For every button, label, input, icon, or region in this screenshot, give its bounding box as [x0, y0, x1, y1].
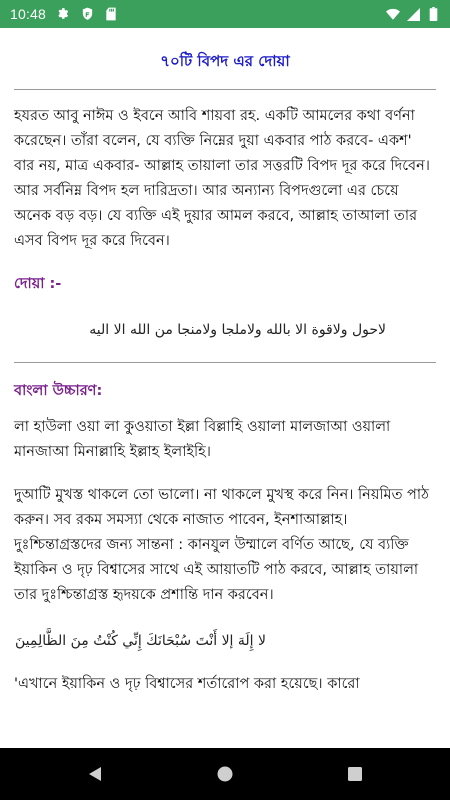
ayah-arabic: لا إِلَهَ إلا أَنْتَ سُبْحَانَكَ إِنِّي كُنْتُ مِنَ الظَّالِمِينَ: [14, 633, 266, 649]
status-right: [386, 7, 440, 21]
recents-icon: [348, 767, 362, 781]
dua-arabic: لاحول ولاقوة الا بالله ولاملجا ولامنجا من الله الا اليه: [89, 322, 386, 338]
shield-icon: [80, 7, 94, 21]
home-icon: [217, 766, 233, 782]
divider: [14, 89, 436, 90]
advice-paragraph: দুআটি মুখস্ত থাকলে তো ভালো। না থাকলে মুখস্থ করে নিন। নিয়মিত পাঠ করুন। সব রকম সমস্যা থেকে নাজাত পাবেন, ইনশাআল্লাহ। দুঃশ্চিন্তাগ্রস্তদের জন্য সান্তনা : কানযুল উম্মালে বর্ণিত আছে, যে ব্যক্তি ইয়াকিন ও দৃঢ় বিশ্বাসের সাথে এই আয়াতটি পাঠ করবে, আল্লাহ তায়ালা তার দুঃশ্চিন্তাগ্রস্ত হৃদয়কে প্রশান্তি দান করবেন।: [14, 487, 429, 603]
pronunciation-heading: বাংলা উচ্চারণ:: [14, 383, 103, 399]
recents-button[interactable]: [290, 748, 420, 800]
battery-icon: [426, 7, 440, 21]
status-time: 10:48: [10, 6, 47, 22]
divider: [14, 362, 436, 363]
home-button[interactable]: [160, 748, 290, 800]
tail-paragraph: 'এখানে ইয়াকিন ও দৃঢ় বিশ্বাসের শর্তারোপ করা হয়েছে। কারো: [14, 676, 360, 692]
dua-heading: দোয়া :-: [14, 276, 62, 292]
page-title: ৭০টি বিপদ এর দোয়া: [160, 52, 290, 70]
back-icon: [87, 766, 103, 782]
gear-icon: [56, 7, 70, 21]
pronunciation-text: লা হাউলা ওয়া লা কুওয়াতা ইল্লা বিল্লাহি ওয়ালা মালজাআ ওয়ালা মানজাআ মিনাল্লাহি ইল্লাহ ইলাইহি।: [14, 419, 391, 460]
intro-paragraph: হযরত আবু নাঈম ও ইবনে আবি শায়বা রহ. একটি আমলের কথা বর্ণনা করেছেন। তাঁরা বলেন, যে ব্যক্তি নিম্নের দুয়া একবার পাঠ করবে- একশ' বার নয়, মাত্র একবার- আল্লাহ তায়ালা তার সত্তরটি বিপদ দূর করে দিবেন। আর সর্বনিম্ন বিপদ হল দারিদ্রতা। আর অন্যান্য বিপদগুলো এর চেয়ে অনেক বড় বড়। যে ব্যক্তি এই দুয়ার আমল করবে, আল্লাহ তাআলা তার এসব বিপদ দূর করে দিবেন।: [14, 108, 430, 249]
status-left: [10, 6, 118, 22]
article-content[interactable]: [0, 28, 450, 748]
navigation-bar: [0, 748, 450, 800]
signal-icon: [406, 7, 420, 21]
sd-card-icon: [104, 7, 118, 21]
wifi-icon: [386, 7, 400, 21]
status-bar: [0, 0, 450, 28]
back-button[interactable]: [30, 748, 160, 800]
